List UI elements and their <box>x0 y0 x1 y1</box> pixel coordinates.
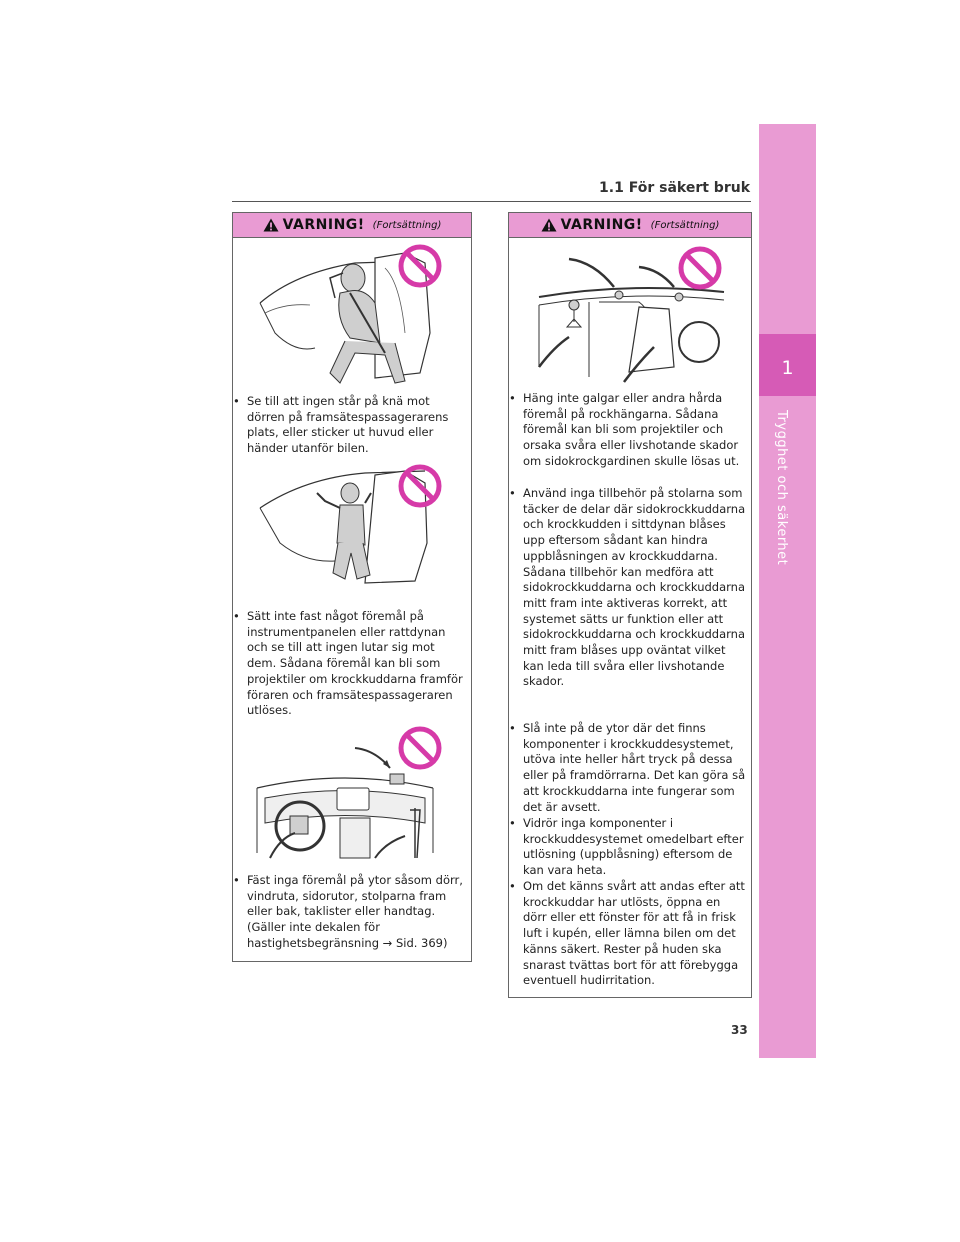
prohibition-icon <box>677 245 723 291</box>
warning-icon <box>541 218 557 232</box>
prohibition-icon <box>397 243 443 289</box>
warning-continuation: (Fortsättning) <box>372 219 442 231</box>
warning-header <box>233 213 471 238</box>
warning-header <box>509 213 751 238</box>
section-header: 1.1 För säkert bruk <box>599 180 750 196</box>
page-number: 33 <box>731 1023 748 1037</box>
chapter-label: Trygghet och säkerhet <box>774 410 789 566</box>
warning-box-right <box>508 212 752 998</box>
bullet-item: • Se till att ingen står på knä mot dörren på framsätespassagerarens plats, eller sticker ut huvud eller händer utanför bilen. <box>233 394 449 456</box>
warning-icon <box>263 218 279 232</box>
warning-box-left <box>232 212 472 962</box>
prohibition-icon <box>397 463 443 509</box>
bullet-item: • Vidrör inga komponenter i krockkuddesystemet omedelbart efter utlösning (uppblåsning) eftersom de kan vara heta. <box>509 816 744 878</box>
chapter-side-tab <box>759 124 816 1058</box>
warning-title: VARNING! <box>282 217 365 233</box>
warning-continuation: (Fortsättning) <box>650 219 720 231</box>
bullet-item: • Sätt inte fast något föremål på instrumentpanelen eller rattdynan och se till att ingen lutar sig mot dem. Sådana föremål kan bli som projektiler om krockkuddarna framför föraren och framsätespassageraren utlöses. <box>233 609 463 718</box>
warning-title: VARNING! <box>560 217 643 233</box>
prohibition-icon <box>397 725 443 771</box>
header-rule <box>232 201 751 202</box>
bullet-item: • Fäst inga föremål på ytor såsom dörr, vindruta, sidorutor, stolparna fram eller bak, taklister eller handtag. (Gäller inte dekalen för hastighetsbegränsning → Sid. 369) <box>233 873 463 950</box>
bullet-item: • Använd inga tillbehör på stolarna som täcker de delar där sidokrockkuddarna och krockkudden i sittdynan blåses upp eftersom sådant kan hindra uppblåsningen av krockkuddarna. Sådana tillbehör kan medföra att sidokrockkuddarna och krockkuddarna mitt fram inte aktiveras korrekt, att systemet sätts ur funktion eller att sidokrockkuddarna och krockkuddarna mitt fram blåses upp oväntat vilket kan leda till svåra eller livshotande skador. <box>509 486 746 689</box>
bullet-item: • Häng inte galgar eller andra hårda föremål på rockhängarna. Sådana föremål kan bli som projektiler och orsaka svåra eller livshotande skador om sidokrockgardinen skulle lösas ut. <box>509 391 740 468</box>
bullet-item: • Slå inte på de ytor där det finns komponenter i krockkuddesystemet, utöva inte heller hårt tryck på dessa eller på framdörrarna. Det kan göra så att krockkuddarna inte fungerar som det är avsett. <box>509 721 746 814</box>
chapter-number: 1 <box>759 334 816 396</box>
bullet-item: • Om det känns svårt att andas efter att krockkuddar har utlösts, öppna en dörr eller ett fönster för att få in frisk luft i kupén, eller lämna bilen om det känns säkert. Rester på huden ska snarast tvättas bort för att förebygga eventuell hudirritation. <box>509 879 745 988</box>
